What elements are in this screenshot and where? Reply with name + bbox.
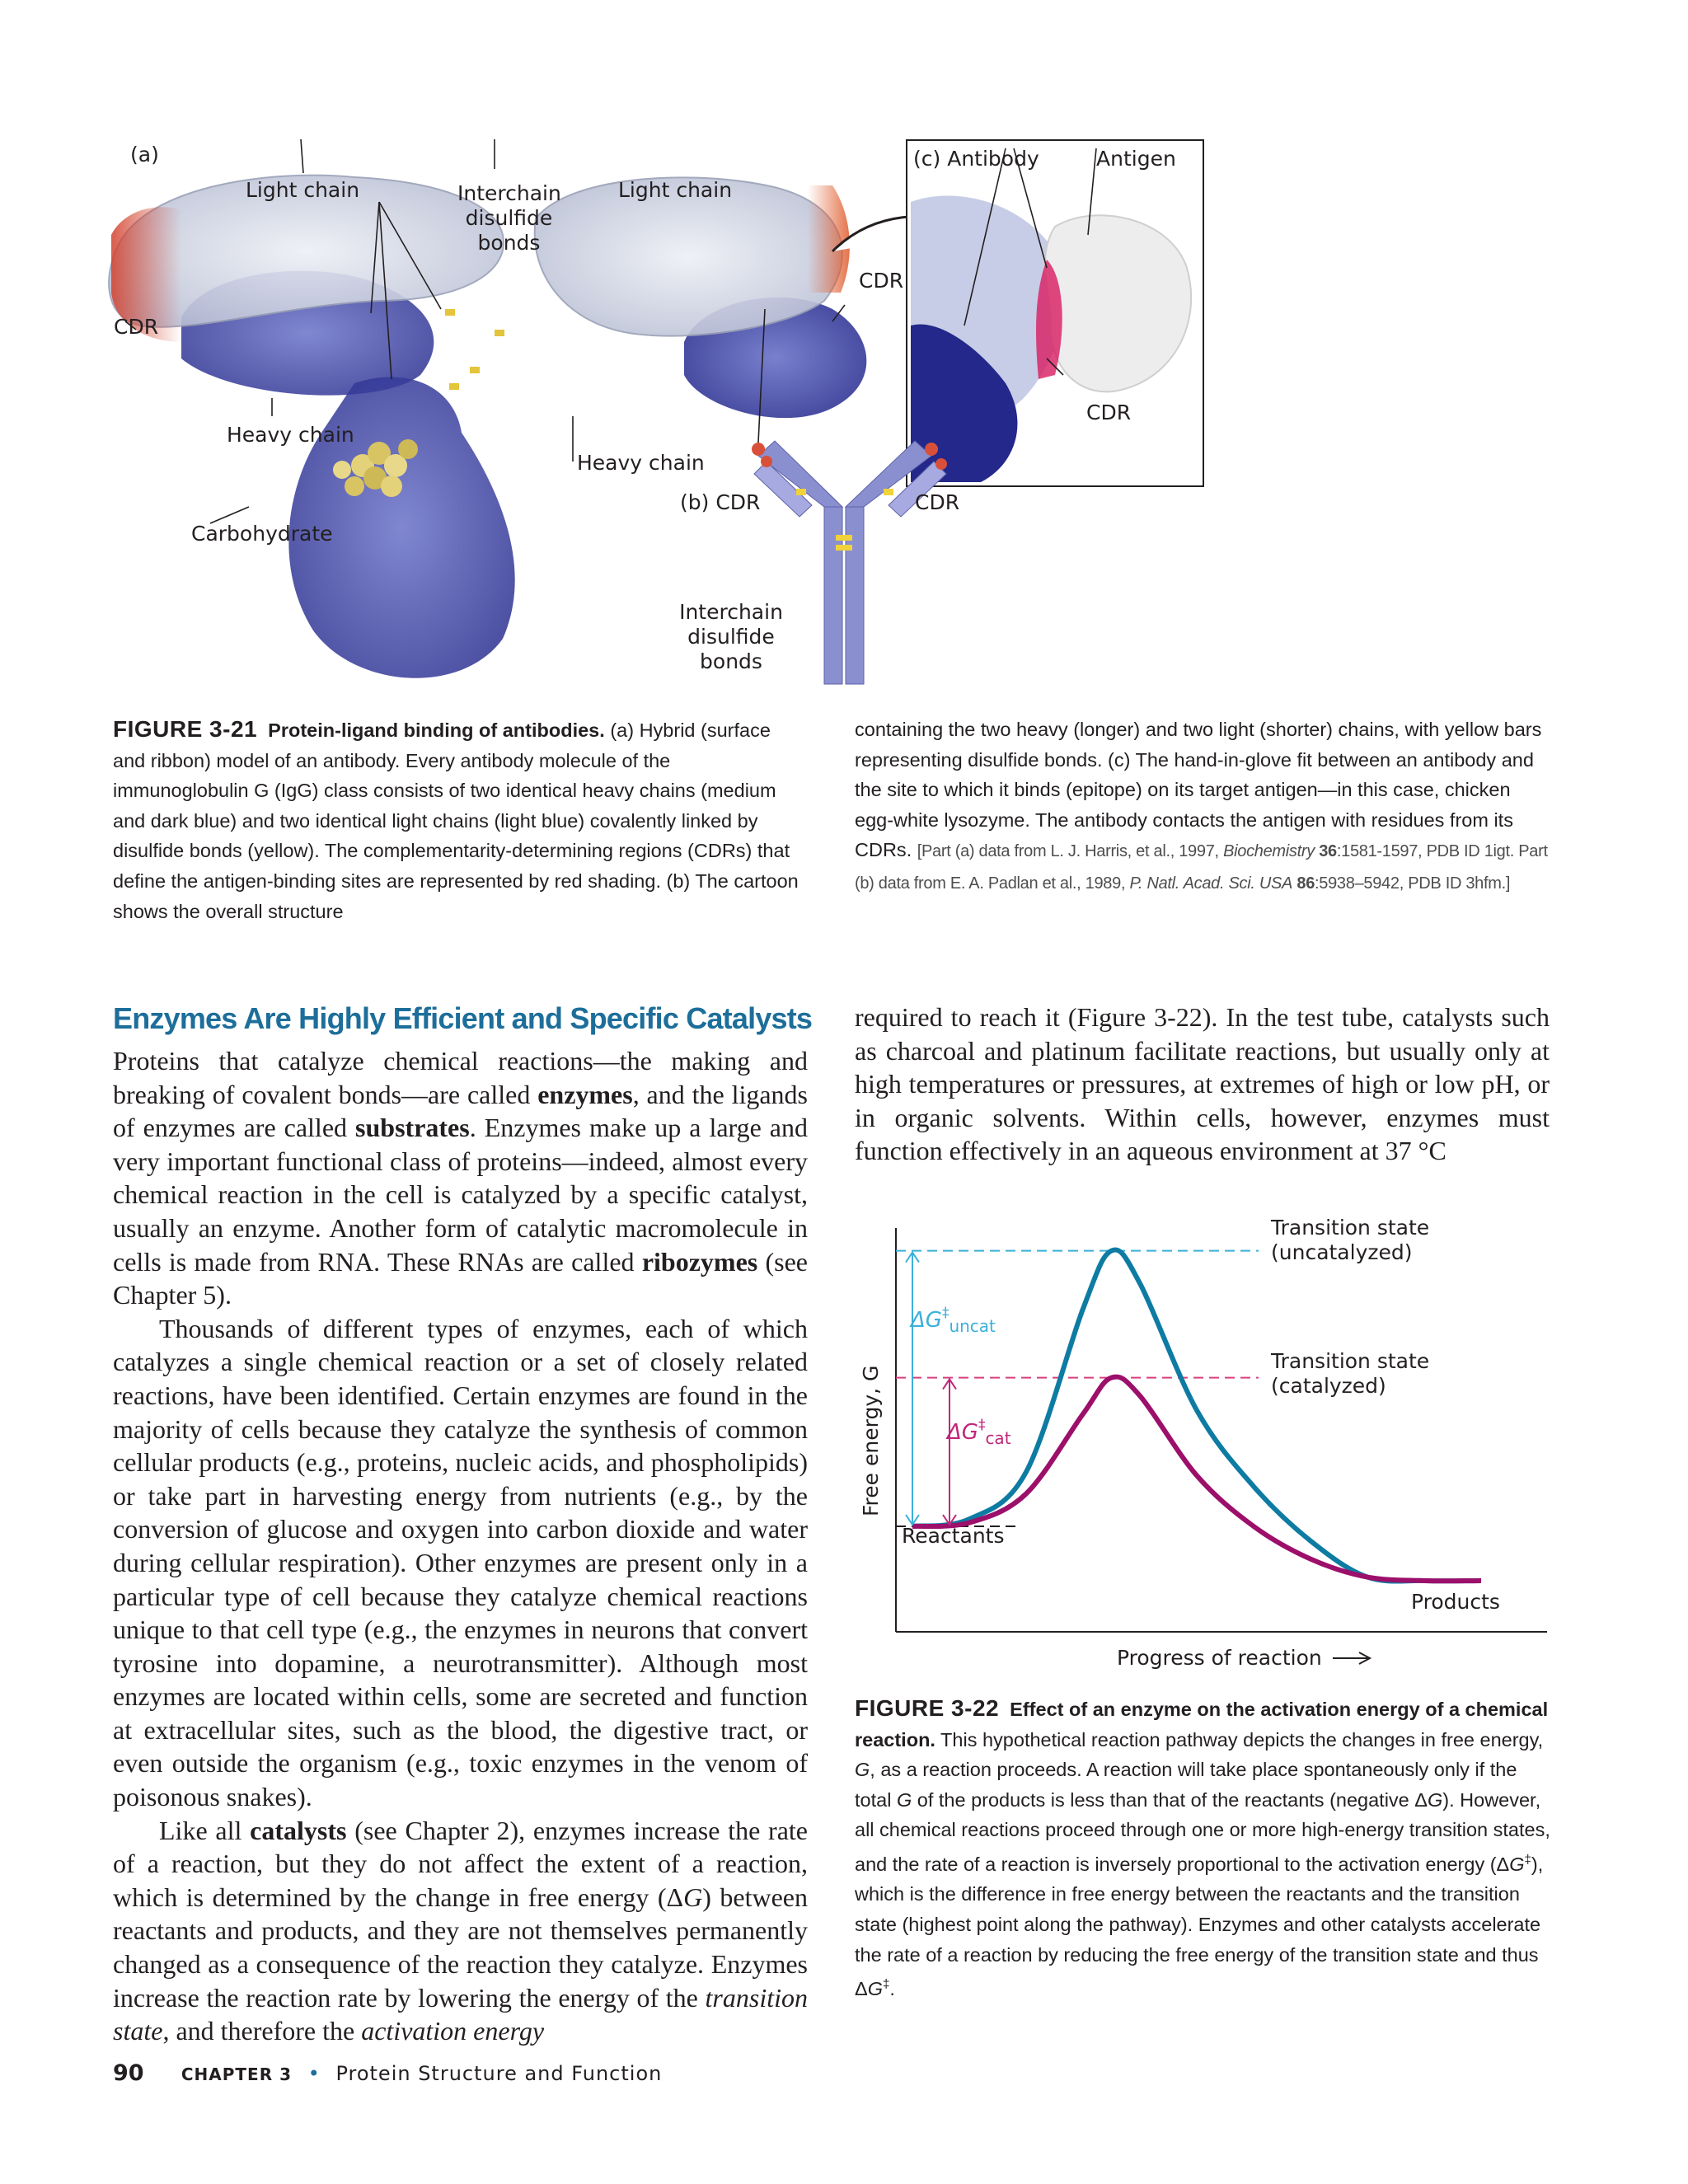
ts-uncat-label-2: (uncatalyzed) [1271,1240,1413,1264]
interchain-word: Interchain [457,181,561,205]
figure-3-21-caption-right [855,715,1550,899]
figure-3-22-caption: FIGURE 3-22 Effect of an enzyme on the activation energy of a chemical reaction. This hypothetical reaction pathway depicts the changes in free energy, G, as a reaction proceeds. A reaction will take place spontaneously only if the total G of the products is less than that of the reactants (negative ΔG). However, all chemical reactions proceed through one or more high-energy transition states, and the rate of a reaction is inversely proportional to the activation energy (ΔG‡), which is the difference in free energy between the reactants and the transition state (highest point along the pathway). Enzymes and other catalysts accelerate the rate of a reaction by reducing the free energy of the transition state and thus ΔG‡. [855,1695,1550,1999]
disulfide-word: disulfide [465,206,553,230]
figure-3-22-number: FIGURE 3-22 [855,1695,1000,1721]
figure-3-21-caption-continued: containing the two heavy (longer) and two light (shorter) chains, with yellow bars representing disulfide bonds. (c) The hand-in-glove fit between an antibody and the site to which it binds (epitope) on its target antigen—in this case, chicken egg-white lysozyme. The antibody contacts the antigen with residues from its CDRs. [855,719,1542,861]
panel-c-cdr-label: CDR [1086,401,1132,424]
panel-c-header [913,147,1039,171]
figure-3-21-reference: [Part (a) data from L. J. Harris, et al., 1997, Biochemistry 36:1581-1597, PDB ID 1igt. Part (b) data from E. A. Padlan et al., 1989, P. Natl. Acad. Sci. USA 86:5938–5942, PDB ID 3hfm.] [855,842,1548,893]
x-axis-label: Progress of reaction [1117,1646,1322,1670]
antibody-illustration [107,136,1212,696]
panel-b-cdr-left [680,490,760,515]
antigen-label: Antigen [1096,147,1176,171]
paragraph-1: Proteins that catalyze chemical reactions—the making and breaking of covalent bonds—are called enzymes, and the ligands of enzymes are called substrates. Enzymes make up a large and very important functional class of proteins—indeed, almost every chemical reaction in the cell is catalyzed by a specific catalyst, usually an enzyme. Another form of catalytic macromolecule in cells is made from RNA. These RNAs are called ribozymes (see Chapter 5). [113,1046,809,1310]
carbohydrate-label: Carbohydrate [191,522,333,546]
section-heading: Enzymes Are Highly Efficient and Specific Catalysts [113,1001,813,1035]
panel-b-cdr-right: CDR [915,490,960,514]
dg-uncat-label: $\Delta G^\ddagger_{uncat}$ [911,1305,996,1336]
light-chain-left-label: Light chain [246,178,360,202]
right-column-body: required to reach it (Figure 3-22). In the test tube, catalysts such as charcoal and platinum facilitate reactions, but usually only at high temperatures or pressures, at extremes of high or low pH, or in organic solvents. Within cells, however, enzymes must function effectively in an aqueous environment at 37 °C [855,1002,1550,1166]
panel-b-cdr-left-word: CDR [715,490,761,514]
cdr-right-label: CDR [859,269,904,293]
light-chain-right-label: Light chain [618,178,733,202]
panel-c-label: (c) [913,147,941,171]
heavy-chain-right-label: Heavy chain [577,451,705,475]
cdr-right-shading [808,185,850,293]
page-number: 90 [113,2060,144,2086]
products-label: Products [1411,1590,1500,1614]
interchain-label [457,181,560,255]
heavy-chain-left-label: Heavy chain [227,423,354,447]
antibody-label: Antibody [947,147,1039,171]
ts-cat-label-2: (catalyzed) [1271,1374,1386,1398]
chapter-title: Protein Structure and Function [335,2062,663,2085]
figure-3-22-chart [855,1203,1564,1681]
disulfide-markers [445,309,504,390]
figure-3-21-artwork [107,136,1212,696]
figure-3-21-caption-left [113,715,807,926]
x-axis-arrow [1333,1652,1370,1664]
left-column-body [113,1044,808,2048]
b-interchain-word: Interchain [679,600,783,624]
figure-3-21-title: Protein-ligand binding of antibodies. [268,719,605,741]
ts-uncat-label-1: Transition state [1271,1216,1430,1240]
ts-cat-label-1: Transition state [1271,1349,1430,1373]
bonds-word: bonds [477,231,541,255]
dg-cat-label: $\Delta G^\ddagger_{cat}$ [947,1417,1011,1448]
panel-b-label: (b) [680,490,710,514]
figure-3-21-caption-text: (a) Hybrid (surface and ribbon) model of an antibody. Every antibody molecule of the immunoglobulin G (IgG) class consists of two identical heavy chains (medium and dark blue) and two identical light chains (light blue) covalently linked by disulfide bonds (yellow). The complementarity-determining regions (CDRs) that define the antigen-binding sites are represented by red shading. (b) The cartoon shows the overall structure [113,719,799,922]
paragraph-2: Thousands of different types of enzymes, each of which catalyzes a single chemical reaction or a set of closely related reactions, have been identified. Certain enzymes are found in the majority of cells because they catalyze the synthesis of common cellular products (e.g., proteins, nucleic acids, and phospholipids) or take part in harvesting energy from nutrients (e.g., by the conversion of glucose and oxygen into carbon dioxide and water during cellular respiration). Other enzymes are present only in a particular type of cell because they catalyze chemical reactions unique to that cell type (e.g., the enzymes in neurons that convert tyrosine into dopamine, a neurotransmitter). Although most enzymes are located within cells, some are secreted and function at extracellular sites, such as the blood, the digestive tract, or even outside the organism (e.g., toxic enzymes in the venom of poisonous snakes). [113,1313,808,1812]
paragraph-3: Like all catalysts (see Chapter 2), enzymes increase the rate of a reaction, but they do not affect the extent of a reaction, which is determined by the change in free energy (ΔG) between reactants and products, and they are not themselves permanently changed as a consequence of the reaction they catalyze. Enzymes increase the reaction rate by lowering the energy of the transition state, and therefore the activation energy [113,1815,809,2046]
figure-3-22-title: Effect of an enzyme on the activation energy of a chemical reaction. [855,1699,1549,1750]
panel-a-label: (a) [130,143,159,166]
footer-bullet: • [307,2062,320,2085]
page-footer [113,2060,662,2086]
cdr-left-label: CDR [114,315,159,339]
b-disulfide-word: disulfide [687,625,775,649]
figure-3-21-number: FIGURE 3-21 [113,716,258,742]
panel-b-interchain-label [678,600,785,674]
y-axis-label: Free energy, G [859,1365,883,1516]
b-bonds-word: bonds [700,649,762,673]
reactants-label: Reactants [902,1524,1005,1548]
chapter-label: CHAPTER 3 [181,2064,292,2084]
free-energy-chart [855,1203,1564,1681]
